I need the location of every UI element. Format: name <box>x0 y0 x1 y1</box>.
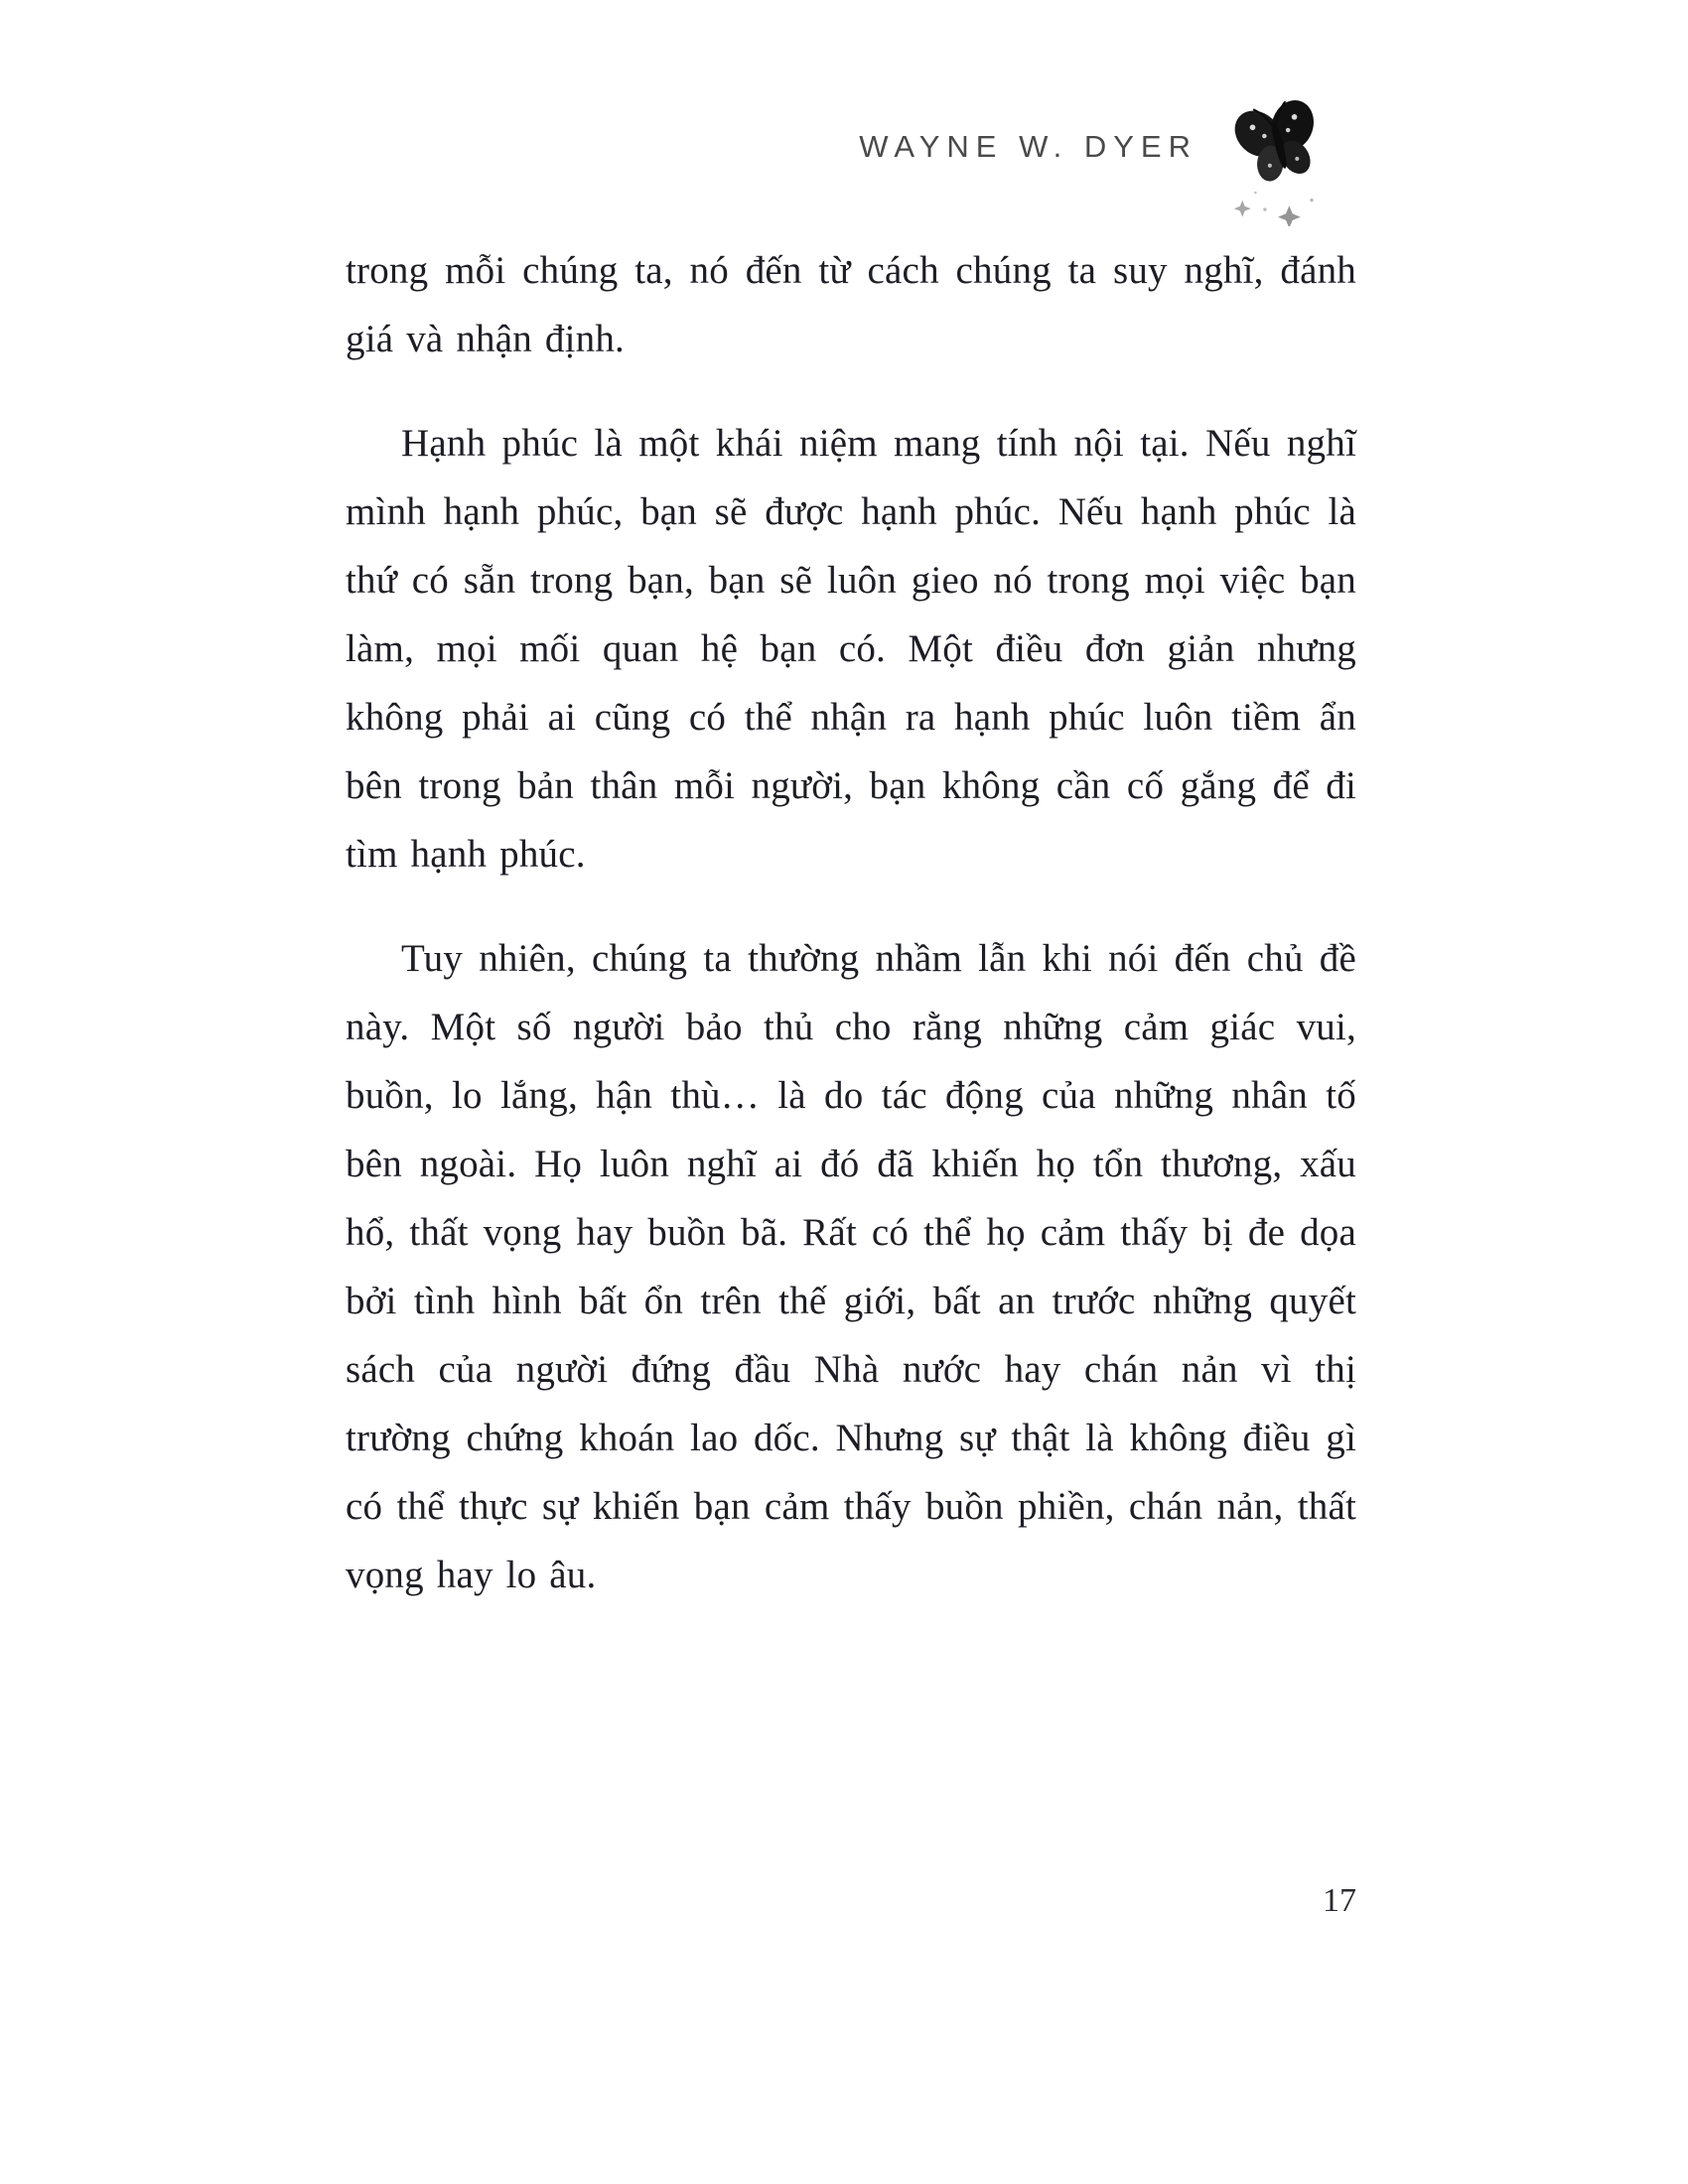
paragraph: Hạnh phúc là một khái niệm mang tính nội tại. Nếu nghĩ mình hạnh phúc, bạn sẽ được hạnh phúc. Nếu hạnh phúc là thứ có sẵn trong bạn, bạn sẽ luôn gieo nó trong mọi việc bạn làm, mọi mối quan hệ bạn có. Một điều đơn giản nhưng không phải ai cũng có thể nhận ra hạnh phúc luôn tiềm ẩn bên trong bản thân mỗi người, bạn không cần cố gắng để đi tìm hạnh phúc. <box>346 422 1356 876</box>
page-header <box>859 95 1331 226</box>
author-name: WAYNE W. DYER <box>859 129 1197 164</box>
page-body <box>346 236 1356 1645</box>
paragraph: Tuy nhiên, chúng ta thường nhầm lẫn khi nói đến chủ đề này. Một số người bảo thủ cho rằng những cảm giác vui, buồn, lo lắng, hận thù… là do tác động của những nhân tố bên ngoài. Họ luôn nghĩ ai đó đã khiến họ tổn thương, xấu hổ, thất vọng hay buồn bã. Rất có thể họ cảm thấy bị đe dọa bởi tình hình bất ổn trên thế giới, bất an trước những quyết sách của người đứng đầu Nhà nước hay chán nản vì thị trường chứng khoán lao dốc. Nhưng sự thật là không điều gì có thể thực sự khiến bạn cảm thấy buồn phiền, chán nản, thất vọng hay lo âu. <box>346 937 1356 1596</box>
butterfly-icon <box>1227 95 1331 226</box>
paragraph-continuation: trong mỗi chúng ta, nó đến từ cách chúng ta suy nghĩ, đánh giá và nhận định. <box>346 249 1356 360</box>
page-footer <box>346 1882 1356 1920</box>
page-number: 17 <box>1323 1882 1356 1919</box>
sparkle-icon <box>1234 192 1314 226</box>
